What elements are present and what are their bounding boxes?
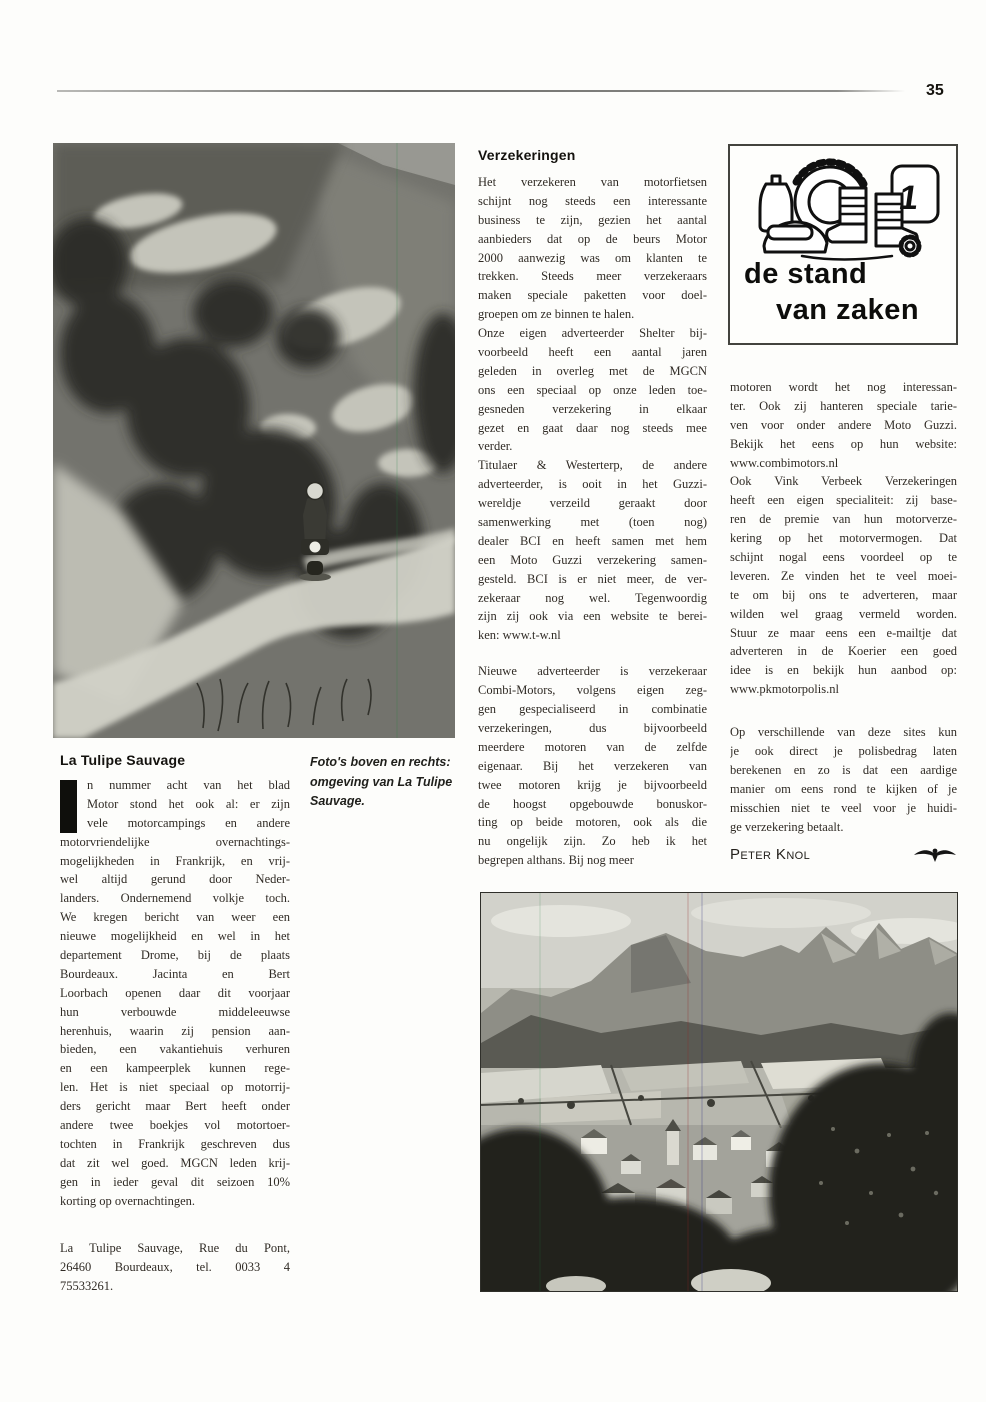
text-line: gen in ieder geval dit seizoen 10% (60, 1174, 290, 1189)
text-line: departement Drome, bij de plaats (60, 948, 290, 963)
scan-artifact-line (539, 893, 541, 1291)
middle-column (478, 146, 707, 870)
text-line: nieuwe mogelijkheid en wel in het (60, 929, 290, 944)
text-line: en een kampeerplek kunnen rege- (60, 1061, 290, 1076)
text-line: ren de premie van hun motorverze- (730, 512, 957, 527)
text-line: gezet en gaat daar nog steeds mee (478, 420, 707, 435)
text-line: www.combimotors.nl (730, 455, 839, 470)
text-line: korting op overnachtingen. (60, 1193, 196, 1208)
text-line: www.pkmotorpolis.nl (730, 682, 839, 697)
text-line: manier om eens rond te kijken of je (730, 781, 957, 796)
text-line: motoren wordt het nog interessan- (730, 380, 957, 394)
middle-paragraph-2 (478, 324, 707, 456)
text-line: landers. Ondernemend volkje toch. (60, 891, 290, 906)
right-paragraph-2 (730, 472, 957, 699)
text-line: wereldje verzeild geraakt door (478, 496, 707, 511)
stand-van-zaken-box (728, 144, 958, 345)
scan-artifact-line (396, 143, 398, 738)
text-line: We kregen bericht van weer een (60, 910, 290, 925)
text-line: 2000 aanwezig was om klanten te (478, 250, 707, 265)
left-article-paragraph-1 (60, 776, 290, 1210)
text-line: motorvriendelijke overnachtings- (60, 834, 290, 849)
village-valley-illustration (481, 893, 957, 1291)
text-line: maken speciale paketten voor doel- (478, 288, 707, 303)
page-number: 35 (926, 82, 944, 99)
text-line: geleden in overleg met de MGCN (478, 363, 707, 378)
text-line: twee motoren krijg je bijvoorbeeld (478, 777, 707, 792)
right-paragraph-1 (730, 378, 957, 472)
text-line: Combi-Motors, volgens eigen zeg- (478, 683, 707, 698)
text-line: tochten in Frankrijk geschreven dus (60, 1136, 290, 1151)
text-line: len. Het is niet speciaal op motorrij- (60, 1080, 290, 1095)
text-line: business te zijn, gezien het aantal (478, 212, 707, 227)
text-line: schijnt nogal eens voordeel op te (730, 550, 957, 565)
text-line: verzekeringen, dus bijvoorbeeld (478, 720, 707, 735)
mountain-road-illustration (53, 143, 455, 738)
author-byline: Peter Knol (730, 846, 811, 863)
text-line: kering op het motorvermogen. Dat (730, 531, 957, 546)
left-article-body (60, 776, 290, 1296)
left-article-contact-paragraph (60, 1239, 290, 1296)
text-line: voorbeeld heeft een aantal jaren (478, 345, 707, 360)
text-line: aanbieders dat op de beurs Motor (478, 231, 707, 246)
text-line: gesteld. BCI is er niet meer, de ver- (478, 571, 707, 586)
sign-number: 1 (896, 179, 921, 217)
text-line: ken: www.t-w.nl (478, 628, 561, 643)
text-line: je ook direct je polisbedrag laten (730, 744, 957, 759)
text-line: verder. (478, 439, 513, 454)
text-line: Stuur ze maar eens een e-mailtje dat (730, 625, 957, 640)
text-line: begrepen althans. Bij nog meer (478, 853, 634, 868)
photo-caption (310, 753, 480, 812)
text-line: eigenaar. Bij het verzekeren van (478, 758, 707, 773)
moto-guzzi-eagle-icon (913, 845, 957, 863)
middle-paragraph-1 (478, 173, 707, 324)
text-line: Foto's boven en rechts: (310, 755, 451, 769)
stand-title-line-2: van zaken (776, 294, 920, 326)
text-line: herenhuis, waarin zij pension aan- (60, 1023, 290, 1038)
text-line: schijnt nog steeds een interessante (478, 193, 707, 208)
text-line: gesneden verzekering in elkaar (478, 401, 707, 416)
text-line: Op verschillende van deze sites kun (730, 725, 957, 740)
text-line: omgeving van La Tulipe (310, 774, 453, 789)
helmet-visor (768, 226, 812, 239)
text-line: gen gespecialiseerd in combinatie (478, 702, 707, 717)
text-line: Bekijk het eens op hun website: (730, 436, 957, 451)
header-rule (57, 90, 905, 92)
text-line: leveren. Ze vinden het te veel moei- (730, 568, 957, 583)
flower-icon (901, 237, 919, 255)
article-heading-verzekeringen: Verzekeringen (478, 147, 576, 163)
gear-still-life-illustration (742, 154, 942, 266)
text-line: groepen om ze binnen te halen. (478, 307, 635, 322)
text-line: trekken. Steeds meer verzekeraars (478, 269, 707, 284)
text-line: hun verbouwde middeleeuwse (60, 1004, 290, 1019)
text-line: Ook Vink Verbeek Verzekeringen (730, 474, 957, 489)
text-line: misschien niet te veel voor je huidi- (730, 800, 957, 815)
text-line: andere twee boekjes vol motortoer- (60, 1118, 290, 1133)
middle-paragraph-3 (478, 456, 707, 645)
text-line: ven voor onder andere Moto Guzzi. (730, 417, 957, 432)
text-line: een Moto Guzzi verzekering samen- (478, 552, 707, 567)
text-line: Sauvage. (310, 794, 365, 808)
text-line: ter. Ook zij hanteren speciale tarie- (730, 398, 957, 413)
text-line: Bourdeaux. Jacinta en Bert (60, 966, 290, 981)
text-line: adverteerder, is ooit in het Guzzi- (478, 477, 707, 492)
right-column (730, 378, 957, 836)
text-line: berekenen en zo is dat een aardige (730, 762, 957, 777)
text-line: Het verzekeren van motorfietsen (478, 175, 707, 189)
text-line: 26460 Bourdeaux, tel. 0033 4 (60, 1260, 290, 1275)
text-line: ting op beide motoren, ook als die (478, 815, 707, 830)
text-line: wilden wel graag vermeld worden. (730, 606, 957, 621)
middle-paragraph-4 (478, 662, 707, 870)
text-line: adverteren in de Koerier een goed (730, 644, 957, 659)
text-line: dat zit wel goed. MGCN leden krij- (60, 1155, 290, 1170)
text-line: La Tulipe Sauvage, Rue du Pont, (60, 1241, 290, 1256)
text-line: heeft een eigen specialiteit: zij base- (730, 493, 957, 508)
text-line: Onze eigen adverteerder Shelter bij- (478, 326, 707, 341)
text-line: dealer BCI en heeft samen met hem (478, 533, 707, 548)
text-line: te om bij ons te adverteren, maar (730, 587, 957, 602)
text-line: samenwerking met (toen nog) (478, 515, 707, 530)
text-line: Nieuwe adverteerder is verzekeraar (478, 664, 707, 679)
photo-mountain-road (53, 143, 455, 738)
text-line: ons een speciaal op onze leden toe- (478, 382, 707, 397)
text-line: meerdere motoren van de zelfde (478, 739, 707, 754)
text-line: Loorbach openen daar dit voorjaar (60, 985, 290, 1000)
article-heading-la-tulipe: La Tulipe Sauvage (60, 752, 186, 768)
text-line: mogelijkheden in Frankrijk, en vrij- (60, 853, 290, 868)
text-line: de hoogst opgebouwde bonuskor- (478, 796, 707, 811)
text-line: wel altijd gerund door Neder- (60, 872, 290, 887)
scan-artifact-line (701, 893, 703, 1291)
text-line: zijn zij ook via een website te berei- (478, 609, 707, 624)
photo-village-valley (480, 892, 958, 1292)
text-line: Titulaer & Westerterp, de andere (478, 458, 707, 473)
text-line: 75533261. (60, 1279, 114, 1294)
text-line: n nummer acht van het blad (87, 778, 290, 792)
text-line: ders gericht maar Bert heeft onder (60, 1099, 290, 1114)
right-paragraph-3 (730, 723, 957, 836)
text-line: nu ongelijk zijn. Zo heb ik het (478, 834, 707, 849)
text-line: vele motorcampings en andere (87, 815, 290, 830)
stand-title-line-1: de stand (744, 258, 868, 290)
text-line: Motor stond het ook al: er zijn (87, 796, 290, 811)
church-tower (667, 1131, 679, 1165)
text-line: idee is en bekijk hun aanbod op: (730, 663, 957, 678)
text-line: zekeraar nog wel. Tegenwoordig (478, 590, 707, 605)
text-line: ge verzekering betaalt. (730, 819, 844, 834)
text-line: bieden, een vakantiehuis verhuren (60, 1042, 290, 1057)
scan-artifact-line (687, 893, 689, 1291)
